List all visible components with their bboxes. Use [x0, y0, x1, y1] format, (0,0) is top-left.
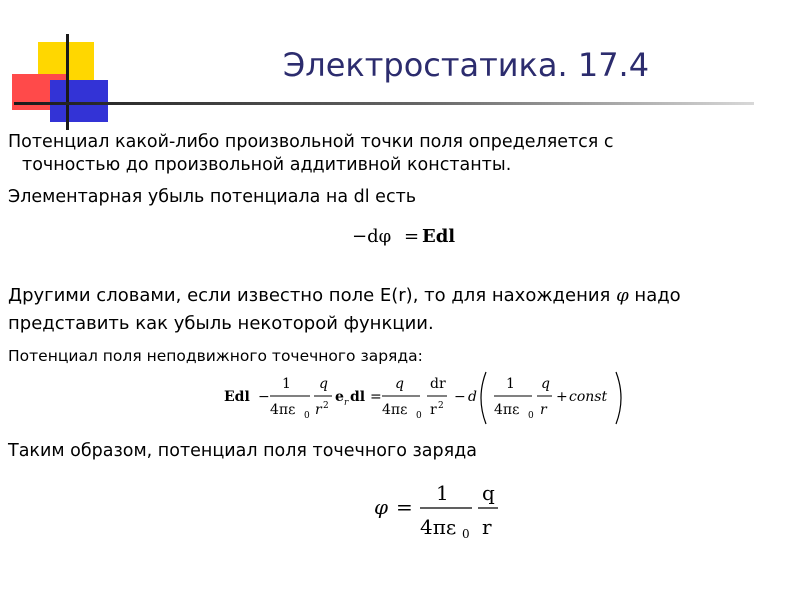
paragraph-line: Потенциал какой-либо произвольной точки поля определяется с	[8, 132, 614, 152]
paragraph-elementary-decrease: Элементарная убыль потенциала на dl есть	[8, 187, 417, 207]
f2-one: 1	[506, 376, 515, 392]
f2-four-pi-eps: 4πε	[494, 402, 520, 418]
formula-lhs: −dφ	[352, 226, 392, 247]
f2-r: r	[540, 402, 547, 418]
f2-dl: dl	[350, 389, 366, 405]
f2-r: r	[315, 402, 322, 418]
phi-symbol: φ	[616, 285, 629, 306]
f2-minus: −	[258, 389, 270, 405]
f2-sub0: 0	[528, 411, 534, 421]
text-segment: Другими словами, если известно поле E(r), то для нахождения	[8, 285, 617, 306]
paragraph-other-words	[8, 282, 681, 338]
f3-four-pi-eps: 4πε	[420, 515, 457, 539]
paragraph-line: представить как убыль некоторой функции.	[8, 313, 434, 334]
f2-dr: dr	[430, 376, 446, 392]
f2-four-pi-eps: 4πε	[270, 402, 296, 418]
f2-q: q	[319, 376, 328, 392]
f2-right-paren	[616, 372, 621, 424]
f3-q: q	[482, 481, 495, 505]
f2-sup2: 2	[438, 401, 444, 411]
formula-equals: =	[404, 226, 420, 247]
f3-r: r	[482, 515, 492, 539]
paragraph-potential-definition	[8, 131, 614, 177]
f2-r: r	[430, 402, 437, 418]
paragraph-line: точностью до произвольной аддитивной константы.	[22, 155, 512, 175]
f2-er: e	[335, 389, 344, 405]
f2-const: const	[569, 389, 608, 405]
slide-title: Электростатика. 17.4	[282, 46, 650, 84]
f2-edl: Edl	[224, 389, 250, 405]
formula-elementary-decrease	[350, 222, 470, 250]
formula-rhs: Edl	[422, 226, 456, 247]
f2-sub0: 0	[304, 411, 310, 421]
paragraph-point-charge-potential: Таким образом, потенциал поля точечного заряда	[8, 441, 477, 461]
f2-plus: +	[556, 389, 568, 405]
f2-sub-r: r	[344, 398, 349, 408]
f2-equals: =	[370, 389, 382, 405]
f2-four-pi-eps: 4πε	[382, 402, 408, 418]
text-segment: надо	[628, 285, 681, 306]
f3-phi: φ	[374, 495, 389, 519]
decor-vertical-line	[66, 34, 69, 130]
formula-point-charge-potential	[372, 474, 512, 546]
f2-sub0: 0	[416, 411, 422, 421]
formula-point-charge-derivation	[224, 368, 634, 428]
f2-q: q	[395, 376, 404, 392]
f2-sup2: 2	[323, 401, 329, 411]
f2-minus: −	[454, 389, 466, 405]
f2-one: 1	[282, 376, 291, 392]
f2-d: d	[468, 389, 477, 405]
paragraph-point-charge-field: Потенциал поля неподвижного точечного заряда:	[8, 347, 423, 365]
paragraph-line	[8, 282, 681, 310]
f2-q: q	[541, 376, 550, 392]
f3-sub0: 0	[462, 527, 470, 541]
title-underline	[14, 102, 754, 105]
f3-equals: =	[396, 495, 413, 519]
decor-blue-square	[50, 80, 108, 122]
f2-left-paren	[481, 372, 486, 424]
f3-one: 1	[436, 481, 449, 505]
